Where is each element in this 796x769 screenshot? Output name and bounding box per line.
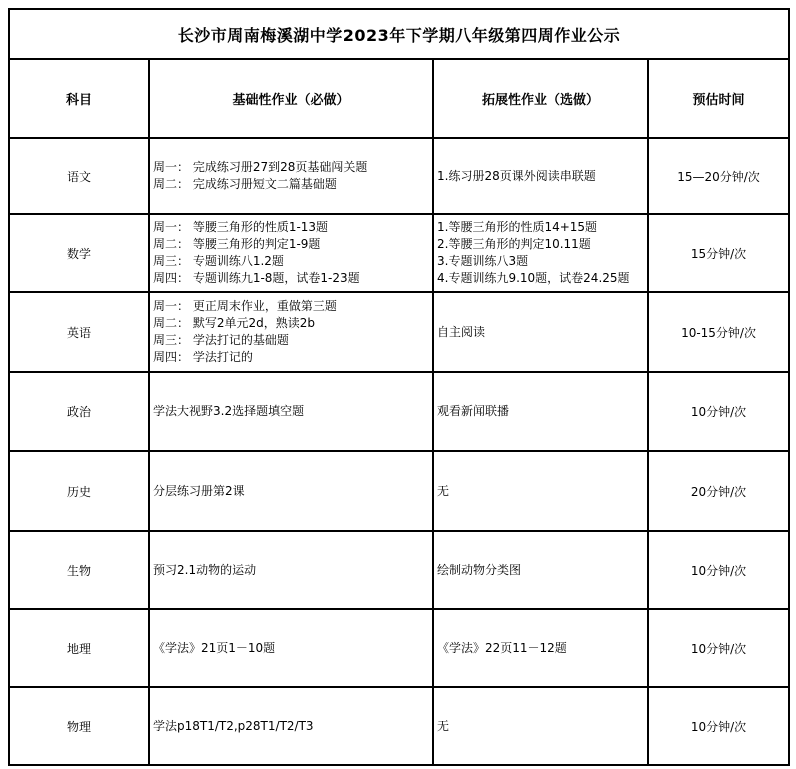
- homework-line: 《学法》21页1－10题: [153, 640, 276, 655]
- table-row-chinese: [9, 138, 789, 214]
- extended-homework-cell: [433, 609, 648, 687]
- homework-line: 学法p18T1/T2,p28T1/T2/T3: [153, 718, 314, 733]
- subject-cell: 数学: [9, 214, 149, 292]
- homework-line: 预习2.1动物的运动: [153, 562, 257, 577]
- homework-line: 周一： 等腰三角形的性质1-13题: [153, 220, 329, 234]
- extended-homework-cell: [433, 372, 648, 451]
- col-header-estimated-time: 预估时间: [648, 59, 789, 138]
- homework-line: 《学法》22页11－12题: [437, 640, 567, 655]
- basic-homework-cell: [149, 451, 433, 531]
- homework-line: 周四： 学法打记的: [153, 350, 253, 364]
- table-row-geography: [9, 609, 789, 687]
- homework-line: 观看新闻联播: [437, 404, 510, 418]
- extended-homework-cell: [433, 292, 648, 372]
- homework-line: 3.专题训练八3题: [437, 254, 529, 268]
- time-cell: 15分钟/次: [648, 214, 789, 292]
- homework-line: 学法大视野3.2选择题填空题: [153, 404, 305, 418]
- time-cell: 10分钟/次: [648, 531, 789, 609]
- table-row-english: [9, 292, 789, 372]
- homework-line: 无: [437, 483, 450, 498]
- subject-cell: 英语: [9, 292, 149, 372]
- table-row-biology: [9, 531, 789, 609]
- homework-line: 周四： 专题训练九1-8题，试卷1-23题: [153, 271, 360, 285]
- header-row: [9, 59, 789, 138]
- time-cell: 10分钟/次: [648, 609, 789, 687]
- extended-homework-cell: [433, 531, 648, 609]
- col-header-extended-homework: 拓展性作业（选做）: [433, 59, 648, 138]
- basic-homework-cell: [149, 609, 433, 687]
- basic-homework-cell: [149, 214, 433, 292]
- page-title: 长沙市周南梅溪湖中学2023年下学期八年级第四周作业公示: [9, 9, 789, 59]
- time-cell: 15—20分钟/次: [648, 138, 789, 214]
- homework-line: 自主阅读: [437, 324, 486, 339]
- homework-line: 分层练习册第2课: [153, 483, 245, 498]
- homework-line: 1.等腰三角形的性质14+15题: [437, 220, 598, 234]
- homework-line: 周一： 完成练习册27到28页基础闯关题: [153, 160, 368, 174]
- homework-line: 1.练习册28页课外阅读串联题: [437, 168, 596, 183]
- table-row-physics: [9, 687, 789, 765]
- basic-homework-cell: [149, 372, 433, 451]
- basic-homework-cell: [149, 292, 433, 372]
- time-cell: 10-15分钟/次: [648, 292, 789, 372]
- table-row-politics: [9, 372, 789, 451]
- time-cell: 10分钟/次: [648, 372, 789, 451]
- subject-cell: 物理: [9, 687, 149, 765]
- basic-homework-cell: [149, 531, 433, 609]
- homework-table: [8, 8, 790, 766]
- table-row-math: [9, 214, 789, 292]
- table-row-history: [9, 451, 789, 531]
- subject-cell: 生物: [9, 531, 149, 609]
- homework-line: 周二： 完成练习册短文二篇基础题: [153, 177, 337, 191]
- subject-cell: 政治: [9, 372, 149, 451]
- time-cell: 20分钟/次: [648, 451, 789, 531]
- basic-homework-cell: [149, 687, 433, 765]
- subject-cell: 语文: [9, 138, 149, 214]
- homework-line: 2.等腰三角形的判定10.11题: [437, 237, 591, 251]
- time-cell: 10分钟/次: [648, 687, 789, 765]
- title-row: [9, 9, 789, 59]
- col-header-subject: 科目: [9, 59, 149, 138]
- homework-line: 无: [437, 718, 450, 733]
- subject-cell: 历史: [9, 451, 149, 531]
- basic-homework-cell: [149, 138, 433, 214]
- col-header-basic-homework: 基础性作业（必做）: [149, 59, 433, 138]
- homework-line: 4.专题训练九9.10题，试卷24.25题: [437, 271, 630, 285]
- extended-homework-cell: [433, 138, 648, 214]
- homework-line: 绘制动物分类图: [437, 562, 522, 577]
- homework-line: 周一： 更正周末作业，重做第三题: [153, 299, 337, 313]
- extended-homework-cell: [433, 451, 648, 531]
- homework-line: 周二： 默写2单元2d，熟读2b: [153, 316, 315, 330]
- homework-line: 周三： 学法打记的基础题: [153, 333, 289, 347]
- subject-cell: 地理: [9, 609, 149, 687]
- homework-line: 周二： 等腰三角形的判定1-9题: [153, 237, 321, 251]
- homework-line: 周三： 专题训练八1.2题: [153, 254, 284, 268]
- extended-homework-cell: [433, 214, 648, 292]
- extended-homework-cell: [433, 687, 648, 765]
